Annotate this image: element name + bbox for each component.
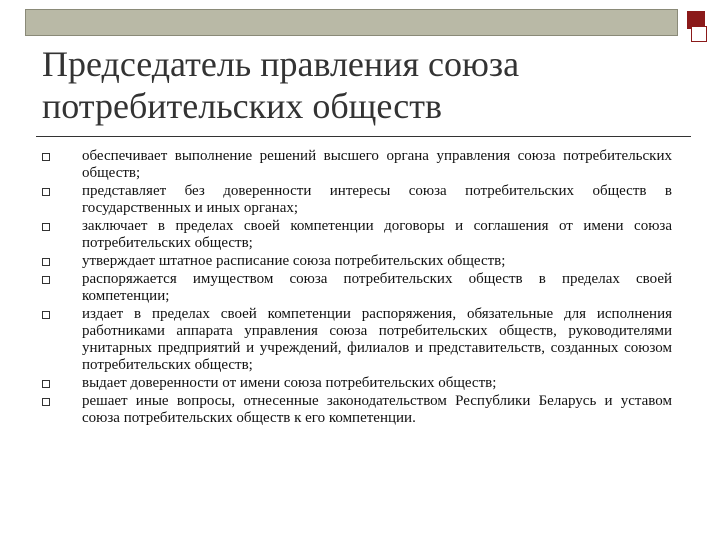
title-divider [36, 136, 691, 137]
slide-title: Председатель правления союза потребительских обществ [42, 44, 520, 126]
list-item [0, 393, 720, 427]
list-item-text: распоряжается имуществом союза потребительских обществ в пределах своей компетенции; [82, 271, 672, 304]
header-decor-bar [25, 9, 678, 36]
square-bullet-icon [42, 276, 50, 284]
list-item-text: издает в пределах своей компетенции распоряжения, обязательные для исполнения работниками аппарата управления союза потребительских обществ, руководителями унитарных предприятий и учреждений, филиалов и представительств, созданных союзом потребительских обществ; [82, 306, 672, 373]
list-item-text: решает иные вопросы, отнесенные законодательством Республики Беларусь и уставом союза потребительских обществ к его компетенции. [82, 393, 672, 426]
square-bullet-icon [42, 380, 50, 388]
list-item-text: утверждает штатное расписание союза потребительских обществ; [82, 253, 506, 269]
square-bullet-icon [42, 153, 50, 161]
list-item [0, 183, 720, 217]
corner-square-outline [691, 26, 707, 42]
square-bullet-icon [42, 398, 50, 406]
square-bullet-icon [42, 188, 50, 196]
list-item [0, 306, 720, 374]
list-item-text: обеспечивает выполнение решений высшего органа управления союза потребительских обществ; [82, 148, 672, 181]
list-item-text: заключает в пределах своей компетенции договоры и соглашения от имени союза потребительских обществ; [82, 218, 672, 251]
list-item [0, 375, 720, 392]
square-bullet-icon [42, 311, 50, 319]
square-bullet-icon [42, 223, 50, 231]
bullet-list [0, 148, 720, 428]
list-item-text: выдает доверенности от имени союза потребительских обществ; [82, 375, 497, 391]
list-item-text: представляет без доверенности интересы союза потребительских обществ в государственных и иных органах; [82, 183, 672, 216]
list-item [0, 253, 720, 270]
list-item [0, 218, 720, 252]
list-item [0, 271, 720, 305]
square-bullet-icon [42, 258, 50, 266]
list-item [0, 148, 720, 182]
